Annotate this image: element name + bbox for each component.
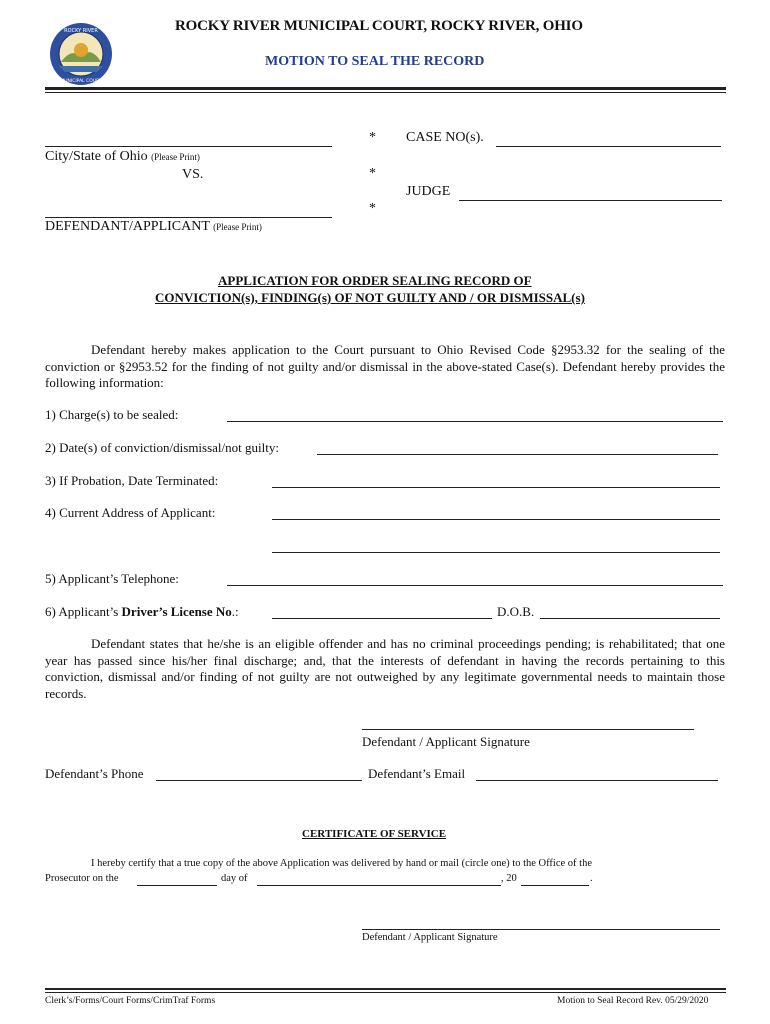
header-rule-thin — [45, 92, 726, 93]
svg-text:ROCKY RIVER: ROCKY RIVER — [64, 28, 98, 34]
certificate-month-line[interactable] — [257, 885, 501, 886]
charges-line[interactable] — [227, 421, 723, 422]
charges-label: 1) Charge(s) to be sealed: — [45, 407, 179, 422]
email-line[interactable] — [476, 780, 718, 781]
eligibility-statement: Defendant states that he/she is an eligible offender and has no criminal proceedings pending; is rehabilitated; that one year has passed since his/her final discharge; and, that the interests of defendant in having the records pertaining to this conviction, dismissal and/or finding of not guilty are not outweighed by any legitimate governmental needs to maintain those records. — [45, 636, 725, 701]
address-label: 4) Current Address of Applicant: — [45, 505, 216, 520]
plaintiff-label: City/State of Ohio (Please Print) — [45, 149, 200, 164]
dob-label: D.O.B. — [497, 604, 535, 619]
signature-line[interactable] — [362, 729, 694, 730]
certificate-year-prefix: , 20 — [501, 873, 517, 884]
probation-label: 3) If Probation, Date Terminated: — [45, 473, 219, 488]
probation-line[interactable] — [272, 487, 720, 488]
motion-title: MOTION TO SEAL THE RECORD — [265, 54, 485, 69]
dates-label: 2) Date(s) of conviction/dismissal/not guilty: — [45, 440, 279, 455]
court-seal-logo — [49, 22, 113, 86]
phone-label: Defendant’s Phone — [45, 766, 144, 781]
defendant-line[interactable] — [45, 217, 332, 218]
case-no-label: CASE NO(s). — [406, 130, 484, 145]
dob-line[interactable] — [540, 618, 720, 619]
footer-rule-thick — [45, 988, 726, 990]
signature-label: Defendant / Applicant Signature — [362, 734, 530, 749]
certificate-day-of: day of — [221, 873, 248, 884]
asterisk-3: * — [369, 201, 376, 216]
footer-left: Clerk’s/Forms/Court Forms/CrimTraf Forms — [45, 996, 216, 1006]
address-line-1[interactable] — [272, 519, 720, 520]
telephone-label: 5) Applicant’s Telephone: — [45, 571, 179, 586]
certificate-period: . — [590, 873, 593, 884]
certificate-text-line1: I hereby certify that a true copy of the above Application was delivered by hand or mail (circle one) to the Office of the — [91, 858, 592, 869]
email-label: Defendant’s Email — [368, 766, 466, 781]
application-title-line1: APPLICATION FOR ORDER SEALING RECORD OF — [218, 273, 532, 288]
license-label: 6) Applicant’s Driver’s License No.: — [45, 604, 239, 619]
address-line-2[interactable] — [272, 552, 720, 553]
plaintiff-line[interactable] — [45, 146, 332, 147]
certificate-date-line[interactable] — [137, 885, 217, 886]
dates-line[interactable] — [317, 454, 718, 455]
certificate-title: CERTIFICATE OF SERVICE — [302, 828, 447, 840]
license-line[interactable] — [272, 618, 492, 619]
vs-label: VS. — [182, 167, 204, 182]
asterisk-1: * — [369, 130, 376, 145]
header-rule-thick — [45, 87, 726, 90]
footer-right: Motion to Seal Record Rev. 05/29/2020 — [557, 996, 709, 1006]
certificate-signature-line[interactable] — [362, 929, 720, 930]
telephone-line[interactable] — [227, 585, 723, 586]
footer-rule-thin — [45, 992, 726, 993]
case-no-line[interactable] — [496, 146, 721, 147]
phone-line[interactable] — [156, 780, 362, 781]
judge-label: JUDGE — [406, 184, 451, 199]
judge-line[interactable] — [459, 200, 722, 201]
svg-text:MUNICIPAL COURT: MUNICIPAL COURT — [60, 79, 102, 84]
court-name: ROCKY RIVER MUNICIPAL COURT, ROCKY RIVER, OHIO — [175, 18, 583, 34]
certificate-prosecutor: Prosecutor on the — [45, 873, 119, 884]
certificate-year-line[interactable] — [521, 885, 589, 886]
asterisk-2: * — [369, 166, 376, 181]
certificate-signature-label: Defendant / Applicant Signature — [362, 932, 498, 943]
application-title-line2: CONVICTION(s), FINDING(s) OF NOT GUILTY AND / OR DISMISSAL(s) — [155, 290, 585, 305]
defendant-label: DEFENDANT/APPLICANT (Please Print) — [45, 219, 262, 234]
application-intro: Defendant hereby makes application to the Court pursuant to Ohio Revised Code §2953.32 for the sealing of the conviction or §2953.52 for the finding of not guilty and/or dismissal in the above-stated Case(s). Defendant hereby provides the following information: — [45, 342, 725, 390]
